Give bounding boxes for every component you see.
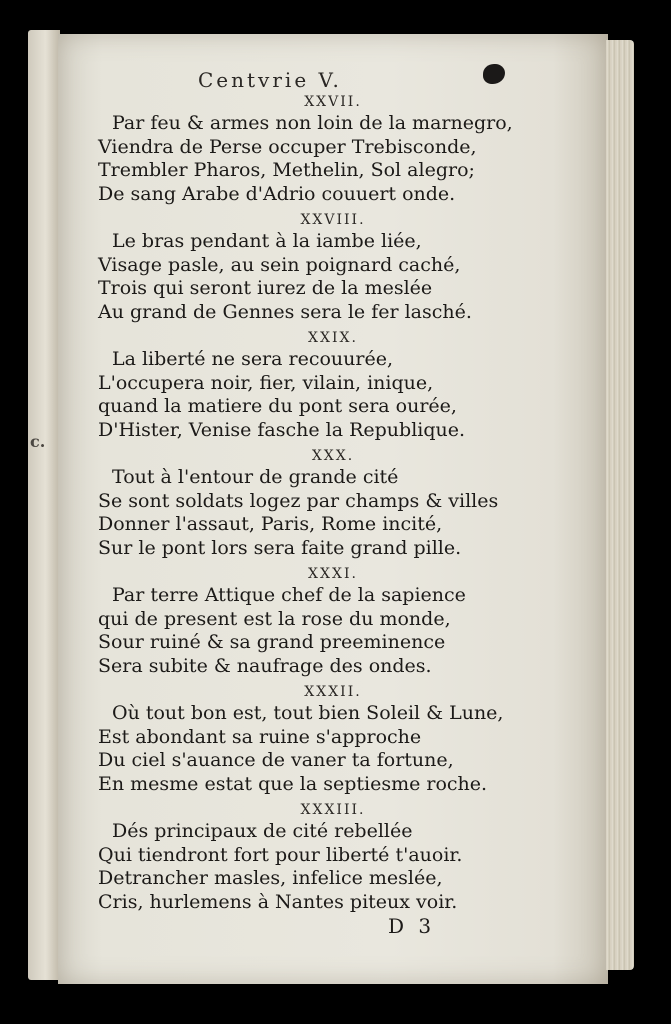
verse-line: Trois qui seront iurez de la meslée [98,277,433,299]
quatrain-27 [98,92,568,206]
verse-line: Le bras pendant à la iambe liée, [112,230,422,252]
verse-line: qui de present est la rose du monde, [98,607,451,630]
quatrain-29 [98,328,568,442]
page-edge-stack [606,40,634,970]
verse-line: Sour ruiné & sa grand preeminence [98,631,446,653]
left-margin-fragment: c. [30,432,46,451]
verse-line: Du ciel s'auance de vaner ta fortune, [98,749,454,771]
verse-line: L'occupera noir, fier, vilain, inique, [98,371,434,394]
verse-line: Par feu & armes non loin de la marnegro, [112,112,513,134]
verse-line: Tout à l'entour de grande cité [112,466,399,488]
verse-line: Detrancher masles, infelice meslée, [98,867,443,889]
left-page-edge [28,30,60,980]
verse-line: Visage pasle, au sein poignard caché, [98,253,461,276]
quatrain-30 [98,446,568,560]
quatrain-number: XXXIII. [300,802,366,818]
quatrain-number: XXIX. [308,330,358,346]
verse-line: Qui tiendront fort pour liberté t'auoir. [98,843,463,866]
verse-line: Se sont soldats logez par champs & villes [98,489,499,512]
verse-line: En mesme estat que la septiesme roche. [98,772,488,795]
quatrain-number: XXX. [311,448,355,464]
quatrain-32 [98,682,568,796]
verse-line: Donner l'assaut, Paris, Rome incité, [98,513,443,535]
signature-mark: D 3 [388,914,436,938]
verse-line: Est abondant sa ruine s'approche [98,725,422,748]
quatrain-number: XXVII. [304,94,362,110]
quatrain-31 [98,564,568,678]
verse-line: quand la matiere du pont sera ourée, [98,395,457,417]
verse-line: La liberté ne sera recouurée, [112,348,394,370]
verse-line: Dés principaux de cité rebellée [112,820,413,842]
ink-blot [483,64,505,84]
verse-line: Sur le pont lors sera faite grand pille. [98,536,462,559]
page-content [58,34,608,984]
verse-line: De sang Arabe d'Adrio couuert onde. [98,182,456,205]
verse-line: Cris, hurlemens à Nantes piteux voir. [98,890,458,913]
verse-line: Trembler Pharos, Methelin, Sol alegro; [98,159,475,181]
quatrain-33 [98,800,568,914]
quatrain-number: XXXI. [308,566,358,582]
verse-line: Par terre Attique chef de la sapience [112,584,466,606]
verse-line: Au grand de Gennes sera le fer lasché. [98,300,472,323]
quatrain-number: XXXII. [304,684,362,700]
verse-line: Sera subite & naufrage des ondes. [98,654,432,677]
verse-line: Où tout bon est, tout bien Soleil & Lune, [112,702,504,724]
verse-line: D'Hister, Venise fasche la Republique. [98,418,466,441]
verse-line: Viendra de Perse occuper Trebisconde, [98,135,477,158]
page-title: Centvrie V. [198,68,342,92]
quatrain-number: XXVIII. [300,212,366,228]
quatrain-28 [98,210,568,324]
